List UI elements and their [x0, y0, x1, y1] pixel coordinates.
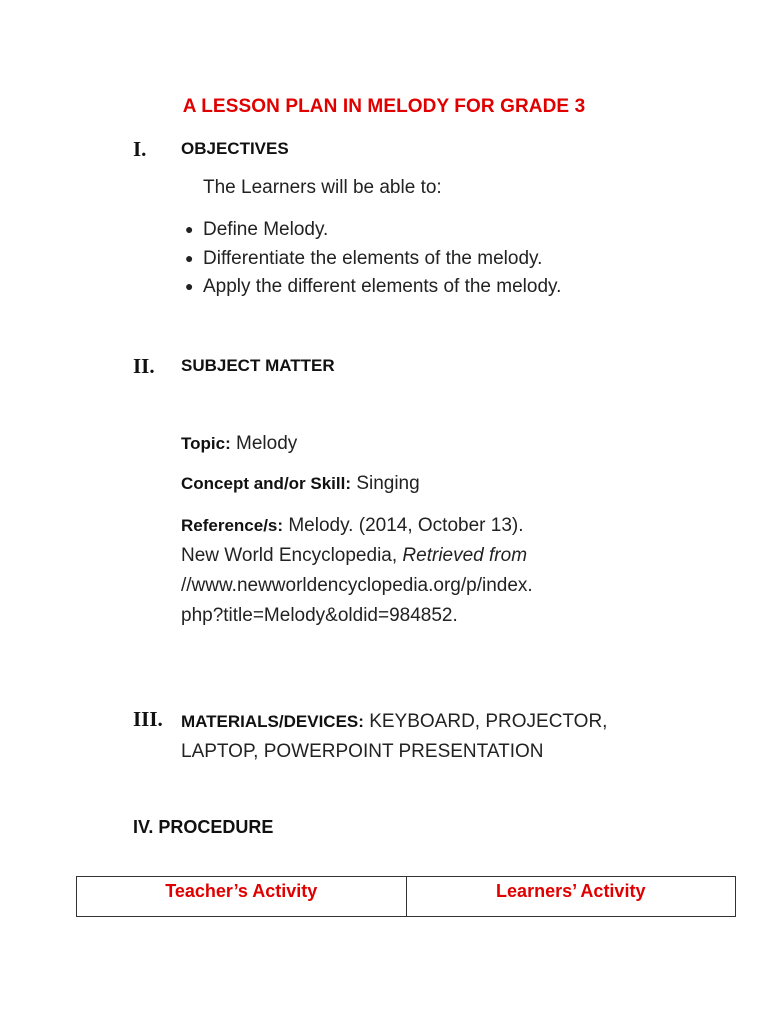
reference-block — [181, 511, 533, 631]
section-numeral-subject-matter: II. — [133, 354, 155, 378]
reference-line-1: Melody. (2014, October 13). — [288, 515, 524, 536]
topic-label: Topic: — [181, 434, 231, 453]
topic-line — [181, 433, 297, 455]
list-item: ● Define Melody. — [185, 215, 561, 244]
table-header-learners: Learners’ Activity — [406, 877, 736, 917]
bullet-icon: ● — [185, 221, 194, 237]
reference-line-2: New World Encyclopedia, — [181, 545, 403, 566]
section-heading-procedure: IV. PROCEDURE — [133, 817, 274, 837]
materials-line-2: LAPTOP, POWERPOINT PRESENTATION — [181, 741, 544, 762]
reference-label: Reference/s: — [181, 516, 284, 535]
bullet-icon: ● — [185, 249, 194, 266]
objectives-list — [185, 215, 561, 301]
section-heading-subject-matter: SUBJECT MATTER — [181, 356, 335, 375]
table-row — [77, 877, 736, 917]
list-item: ● Apply the different elements of the melody. — [185, 272, 561, 301]
list-item: ● Differentiate the elements of the melody. — [185, 244, 561, 273]
section-numeral-materials: III. — [133, 707, 163, 731]
section-heading-objectives: OBJECTIVES — [181, 139, 289, 158]
reference-line-2-italic: Retrieved from — [402, 545, 528, 566]
section-numeral-objectives: I. — [133, 137, 147, 161]
table-header-teacher: Teacher’s Activity — [77, 877, 407, 917]
materials-line-1: KEYBOARD, PROJECTOR, — [369, 711, 608, 732]
materials-label: MATERIALS/DEVICES: — [181, 712, 364, 731]
objectives-intro: The Learners will be able to: — [203, 177, 442, 198]
procedure-table — [76, 876, 736, 917]
document-title: A LESSON PLAN IN MELODY FOR GRADE 3 — [182, 96, 586, 117]
bullet-icon: ● — [185, 278, 194, 294]
concept-value: Singing — [356, 473, 420, 494]
topic-value: Melody — [236, 433, 298, 454]
concept-label: Concept and/or Skill: — [181, 474, 352, 493]
reference-line-3: //www.newworldencyclopedia.org/p/index. — [181, 575, 533, 596]
materials-block — [181, 707, 607, 767]
concept-line — [181, 473, 420, 495]
reference-line-4: php?title=Melody&oldid=984852. — [181, 605, 458, 626]
